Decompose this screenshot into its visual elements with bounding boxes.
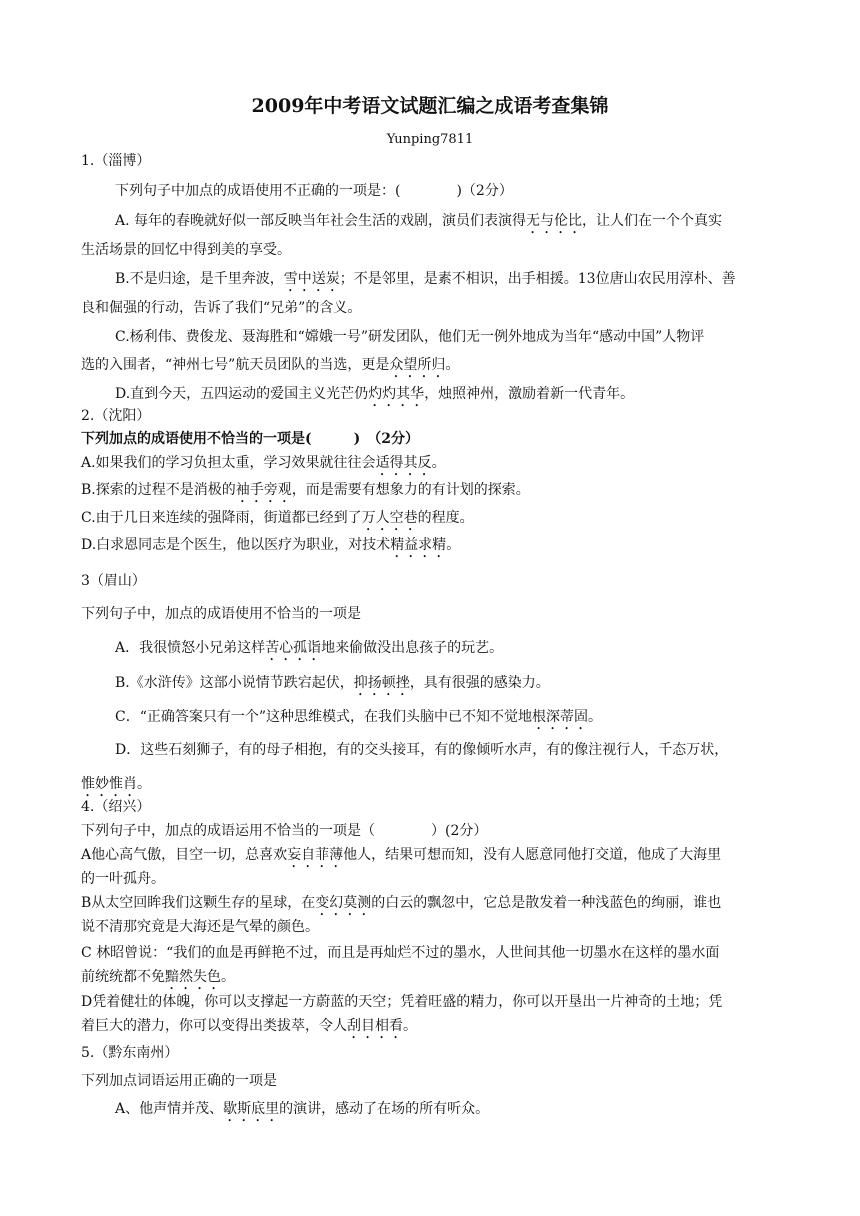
question-2-option-a: A.如果我们的学习负担太重，学习效果就往往会适得其反。 (81, 455, 446, 471)
question-4-option-a-cont: 的一叶孤舟。 (81, 871, 165, 887)
dotted-idiom: 灼灼其华 (368, 386, 425, 402)
dotted-idiom: 精益求精 (390, 537, 447, 553)
question-5-heading: 5.（黔东南州） (81, 1045, 179, 1061)
question-1-option-b: B.不是归途，是千里奔波，雪中送炭；不是邻里，是素不相识，出手相援。13位唐山农民用淳朴、善 (115, 271, 736, 287)
question-1-option-c-cont: 选的入围者，“神州七号”航天员团队的当选，更是众望所归。 (81, 357, 460, 373)
dotted-idiom: 惟妙惟肖 (81, 776, 137, 792)
author-line: Yunping7811 (386, 132, 474, 147)
question-5-stem: 下列加点词语运用正确的一项是 (81, 1073, 277, 1089)
question-2-heading: 2.（沈阳） (81, 408, 151, 424)
dotted-idiom: 黯然失色 (165, 969, 221, 985)
question-4-option-d: D凭着健壮的体魄，你可以支撑起一方蔚蓝的天空；凭着旺盛的精力，你可以开垦出一片神奇的土地；凭 (81, 994, 723, 1010)
dotted-idiom: 歇斯底里 (223, 1101, 280, 1117)
question-4-heading: 4.（绍兴） (81, 799, 151, 815)
question-3-option-d: D．这些石刻狮子，有的母子相抱，有的交头接耳，有的像倾听水声，有的像注视行人，千态万状， (115, 742, 729, 758)
question-2-option-d: D.白求恩同志是个医生，他以医疗为职业，对技术精益求精。 (81, 537, 461, 553)
question-2-stem: 下列加点的成语使用不恰当的一项是( ) （2分） (81, 431, 419, 447)
question-1-option-a: A. 每年的春晚就好似一部反映当年社会生活的戏剧，演员们表演得无与伦比，让人们在一个个真实 (115, 213, 723, 229)
question-3-option-a: A．我很愤怒小兄弟这样苦心孤诣地来偷做没出息孩子的玩艺。 (115, 640, 504, 656)
question-1-option-b-cont: 良和倔强的行动，告诉了我们“兄弟”的含义。 (81, 300, 362, 316)
document-title: 2009年中考语文试题汇编之成语考查集锦 (251, 95, 609, 117)
dotted-idiom: 妄自菲薄 (287, 847, 344, 863)
question-4-option-c-cont: 前统统都不免黯然失色。 (81, 969, 235, 985)
question-3-option-c: C．“正确答案只有一个”这种思维模式，在我们头脑中已不知不觉地根深蒂固。 (115, 709, 603, 725)
question-4-option-b: B从太空回眸我们这颗生存的星球，在变幻莫测的白云的飘忽中，它总是散发着一种浅蓝色的绚丽，谁也 (81, 895, 722, 911)
question-3-heading: 3（眉山） (81, 573, 146, 589)
dotted-idiom: 变幻莫测 (315, 895, 372, 911)
question-3-option-b: B.《水浒传》这部小说情节跌宕起伏，抑扬顿挫，具有很强的感染力。 (115, 675, 550, 691)
question-2-option-c: C.由于几日来连续的强降雨，街道都已经到了万人空巷的程度。 (81, 510, 474, 526)
question-4-option-d-cont: 着巨大的潜力，你可以变得出类拔萃，令人刮目相看。 (81, 1018, 417, 1034)
question-4-stem: 下列句子中，加点的成语运用不恰当的一项是（ ）(2分） (81, 823, 488, 839)
dotted-idiom: 万人空巷 (361, 510, 418, 526)
dotted-idiom: 适得其反 (375, 455, 432, 471)
dotted-idiom: 无与伦比 (526, 213, 583, 229)
dotted-idiom: 众望所归 (389, 357, 446, 373)
question-4-option-c: C 林昭曾说：“我们的血是再鲜艳不过，而且是再灿烂不过的墨水，人世间其他一切墨水在这样的墨水面 (81, 945, 720, 961)
dotted-idiom: 根深蒂固 (532, 709, 589, 725)
question-2-option-b: B.探索的过程不是消极的袖手旁观，而是需要有想象力的有计划的探索。 (81, 482, 530, 498)
question-4-option-b-cont: 说不清那究竟是大海还是气晕的颜色。 (81, 919, 319, 935)
dotted-idiom: 刮目相看 (347, 1018, 403, 1034)
dotted-idiom: 抑扬顿挫 (353, 675, 410, 691)
question-3-stem: 下列句子中，加点的成语使用不恰当的一项是 (81, 606, 361, 622)
question-1-option-a-cont: 生活场景的回忆中得到美的享受。 (81, 242, 291, 258)
question-1-option-d: D.直到今天，五四运动的爱国主义光芒仍灼灼其华，烛照神州，激励着新一代青年。 (115, 386, 635, 402)
question-1-heading: 1.（淄博） (81, 153, 151, 169)
question-5-option-a: A、他声情并茂、歇斯底里的演讲，感动了在场的所有听众。 (115, 1101, 490, 1117)
dotted-idiom: 苦心孤诣 (265, 640, 322, 656)
question-1-option-c: C.杨利伟、费俊龙、聂海胜和“嫦娥一号”研发团队，他们无一例外地成为当年“感动中国”人物评 (115, 329, 705, 345)
dotted-idiom: 雪中送炭 (283, 271, 340, 287)
question-4-option-a: A他心高气傲，目空一切，总喜欢妄自菲薄他人，结果可想而知，没有人愿意同他打交道，他成了大海里 (81, 847, 722, 863)
question-1-stem: 下列句子中加点的成语使用不正确的一项是：( )（2分） (115, 183, 513, 199)
question-3-option-d-cont: 惟妙惟肖。 (81, 776, 151, 792)
dotted-idiom: 袖手旁观 (235, 482, 292, 498)
